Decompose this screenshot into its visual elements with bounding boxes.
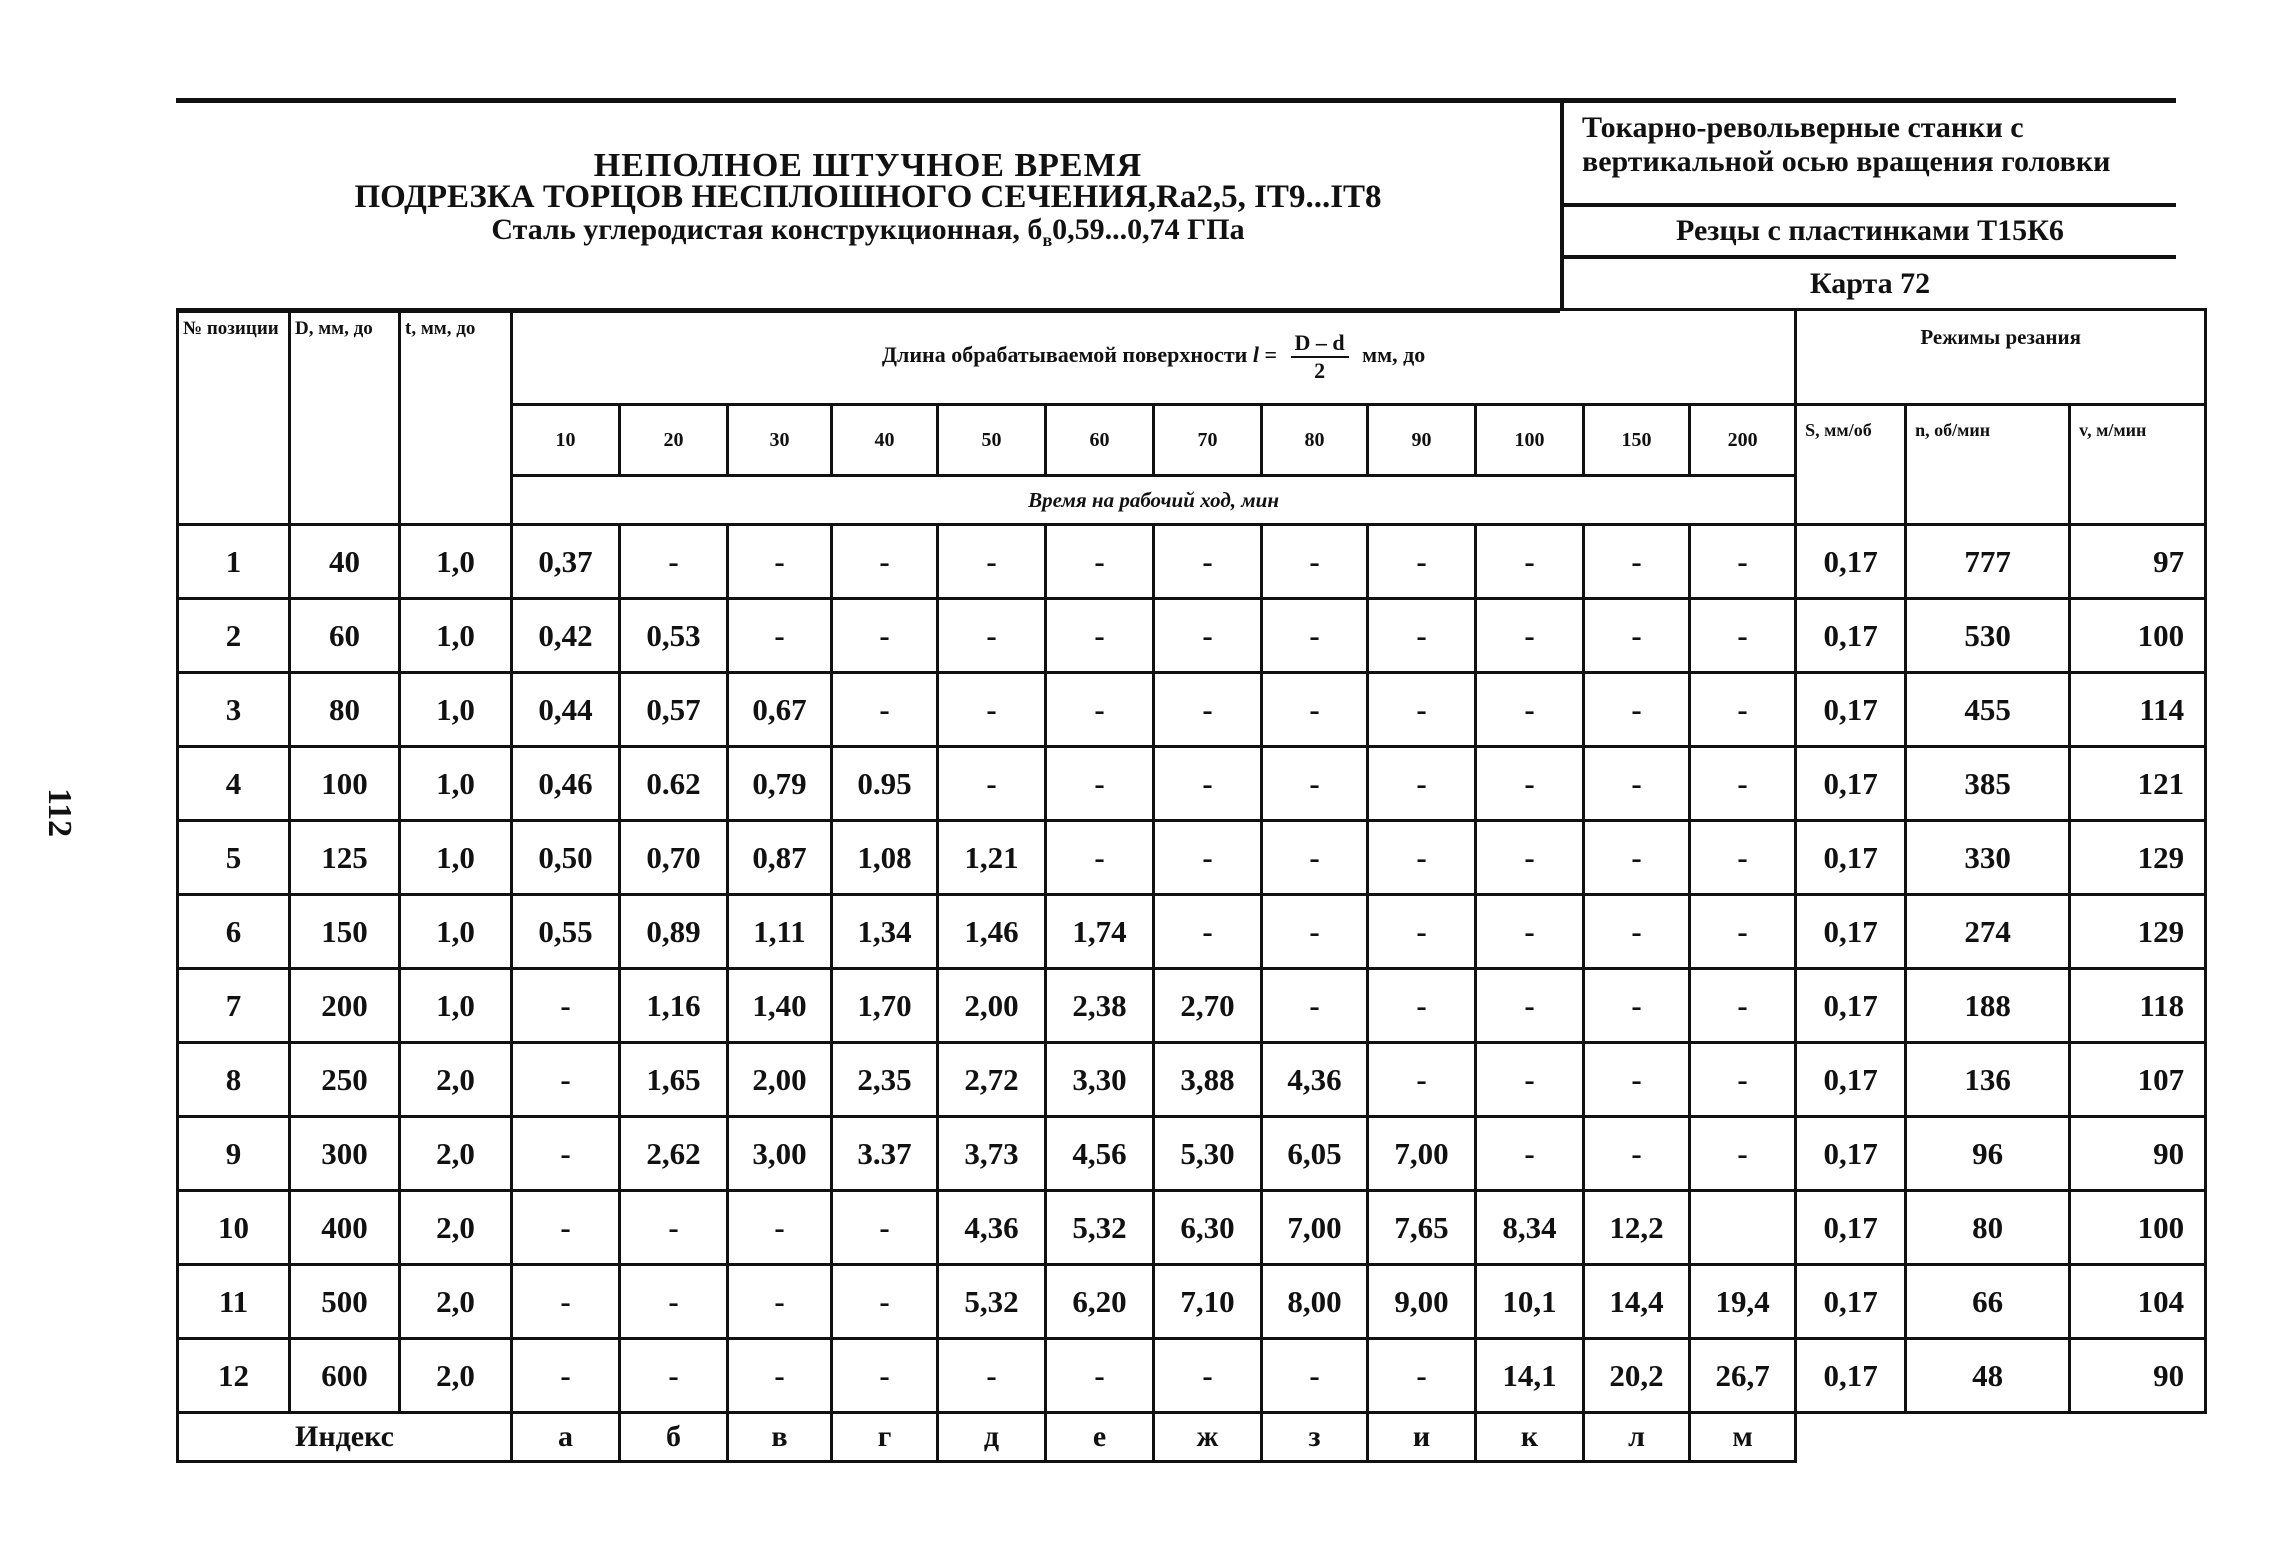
time-cell: - (1690, 821, 1796, 895)
time-cell: 0,79 (728, 747, 832, 821)
time-cell: - (1690, 1117, 1796, 1191)
time-cell: 4,36 (938, 1191, 1046, 1265)
length-column-header: 150 (1584, 405, 1690, 476)
material-range: 0,59...0,74 ГПа (1052, 213, 1245, 246)
speed-mpm-cell: 114 (2070, 673, 2206, 747)
time-cell: - (512, 1117, 620, 1191)
speed-mpm-cell: 90 (2070, 1117, 2206, 1191)
speed-rpm-cell: 136 (1906, 1043, 2070, 1117)
header-time: Время на рабочий ход, мин (512, 476, 1796, 525)
time-cell: - (1690, 673, 1796, 747)
speed-mpm-cell: 90 (2070, 1339, 2206, 1413)
time-cell: - (1584, 673, 1690, 747)
diameter-cell: 150 (290, 895, 400, 969)
speed-rpm-cell: 66 (1906, 1265, 2070, 1339)
time-cell: - (620, 1191, 728, 1265)
length-column-header: 100 (1476, 405, 1584, 476)
index-letter: з (1262, 1413, 1368, 1462)
diameter-cell: 250 (290, 1043, 400, 1117)
length-column-header: 20 (620, 405, 728, 476)
index-label: Индекс (178, 1413, 512, 1462)
position-cell: 11 (178, 1265, 290, 1339)
diameter-cell: 400 (290, 1191, 400, 1265)
time-cell: 3,00 (728, 1117, 832, 1191)
speed-rpm-cell: 274 (1906, 895, 2070, 969)
time-cell: 14,4 (1584, 1265, 1690, 1339)
time-cell: - (1476, 525, 1584, 599)
time-cell: - (1476, 1117, 1584, 1191)
time-cell: - (1046, 525, 1154, 599)
speed-mpm-cell: 100 (2070, 1191, 2206, 1265)
header-speed-rpm: n, об/мин (1906, 405, 2070, 525)
index-letter: д (938, 1413, 1046, 1462)
time-cell: - (1262, 1339, 1368, 1413)
time-cell: 1,65 (620, 1043, 728, 1117)
length-column-header: 90 (1368, 405, 1476, 476)
time-cell: - (1476, 969, 1584, 1043)
time-cell: 7,00 (1262, 1191, 1368, 1265)
diameter-cell: 80 (290, 673, 400, 747)
time-cell: - (1584, 747, 1690, 821)
time-cell: 12,2 (1584, 1191, 1690, 1265)
speed-mpm-cell: 129 (2070, 821, 2206, 895)
depth-cell: 2,0 (400, 1117, 512, 1191)
material-text: Сталь углеродистая конструкционная, б (491, 213, 1043, 246)
index-letter: е (1046, 1413, 1154, 1462)
time-cell: 4,36 (1262, 1043, 1368, 1117)
time-cell: - (1584, 969, 1690, 1043)
speed-mpm-cell: 100 (2070, 599, 2206, 673)
time-cell: - (938, 673, 1046, 747)
position-cell: 1 (178, 525, 290, 599)
header-depth: t, мм, до (400, 310, 512, 525)
index-letter: г (832, 1413, 938, 1462)
time-cell: - (1368, 969, 1476, 1043)
feed-cell: 0,17 (1796, 747, 1906, 821)
time-cell: 3,30 (1046, 1043, 1154, 1117)
speed-rpm-cell: 530 (1906, 599, 2070, 673)
time-cell: - (512, 1339, 620, 1413)
time-cell: 4,56 (1046, 1117, 1154, 1191)
speed-mpm-cell: 104 (2070, 1265, 2206, 1339)
depth-cell: 2,0 (400, 1043, 512, 1117)
speed-rpm-cell: 330 (1906, 821, 2070, 895)
time-cell: - (1262, 821, 1368, 895)
speed-mpm-cell: 121 (2070, 747, 2206, 821)
time-cell: - (1154, 673, 1262, 747)
time-cell: 0.95 (832, 747, 938, 821)
length-column-header: 40 (832, 405, 938, 476)
header-length (512, 310, 1796, 405)
time-cell: 7,00 (1368, 1117, 1476, 1191)
time-cell: - (1262, 599, 1368, 673)
feed-cell: 0,17 (1796, 969, 1906, 1043)
time-cell: - (1584, 525, 1690, 599)
time-cell: - (1368, 1043, 1476, 1117)
time-cell: 0,55 (512, 895, 620, 969)
time-cell: - (1690, 1043, 1796, 1117)
time-cell: 5,32 (1046, 1191, 1154, 1265)
feed-cell: 0,17 (1796, 1265, 1906, 1339)
time-cell: 14,1 (1476, 1339, 1584, 1413)
time-cell: 3.37 (832, 1117, 938, 1191)
speed-rpm-cell: 455 (1906, 673, 2070, 747)
time-cell: 1,08 (832, 821, 938, 895)
feed-cell: 0,17 (1796, 1339, 1906, 1413)
time-cell: - (1262, 673, 1368, 747)
time-cell: 0,87 (728, 821, 832, 895)
material-subscript: в (1042, 230, 1053, 250)
position-cell: 9 (178, 1117, 290, 1191)
page-number: 112 (41, 788, 78, 838)
time-cell: - (1154, 895, 1262, 969)
time-cell: 20,2 (1584, 1339, 1690, 1413)
time-cell: - (1690, 747, 1796, 821)
feed-cell: 0,17 (1796, 599, 1906, 673)
time-cell: - (1584, 1043, 1690, 1117)
time-cell: 5,32 (938, 1265, 1046, 1339)
table-row (178, 895, 2206, 969)
time-cell: 6,20 (1046, 1265, 1154, 1339)
time-cell: 1,46 (938, 895, 1046, 969)
time-cell: - (1368, 599, 1476, 673)
length-column-header: 200 (1690, 405, 1796, 476)
time-cell: 1,40 (728, 969, 832, 1043)
depth-cell: 2,0 (400, 1339, 512, 1413)
length-symbol: l (1252, 342, 1259, 368)
diameter-cell: 40 (290, 525, 400, 599)
depth-cell: 1,0 (400, 821, 512, 895)
speed-rpm-cell: 777 (1906, 525, 2070, 599)
time-cell: 2,70 (1154, 969, 1262, 1043)
feed-cell: 0,17 (1796, 821, 1906, 895)
time-cell: - (1046, 821, 1154, 895)
time-cell: - (1584, 1117, 1690, 1191)
time-cell: 2,00 (728, 1043, 832, 1117)
table-row (178, 1043, 2206, 1117)
time-cell: 2,62 (620, 1117, 728, 1191)
length-column-header: 30 (728, 405, 832, 476)
time-cell: 0,37 (512, 525, 620, 599)
time-cell: 0,70 (620, 821, 728, 895)
time-cell: - (1154, 747, 1262, 821)
title-line-1: НЕПОЛНОЕ ШТУЧНОЕ ВРЕМЯ (593, 147, 1143, 184)
time-cell: - (1262, 525, 1368, 599)
position-cell: 8 (178, 1043, 290, 1117)
feed-cell: 0,17 (1796, 1191, 1906, 1265)
time-cell: 8,00 (1262, 1265, 1368, 1339)
time-cell: 0,42 (512, 599, 620, 673)
speed-rpm-cell: 96 (1906, 1117, 2070, 1191)
speed-mpm-cell: 97 (2070, 525, 2206, 599)
time-cell: 0,46 (512, 747, 620, 821)
time-cell: 0,53 (620, 599, 728, 673)
time-cell: - (938, 525, 1046, 599)
time-cell: 1,11 (728, 895, 832, 969)
diameter-cell: 300 (290, 1117, 400, 1191)
time-cell: - (1046, 673, 1154, 747)
index-blank (1796, 1413, 2206, 1462)
table-row (178, 1117, 2206, 1191)
time-cell: - (1154, 821, 1262, 895)
time-cell: - (620, 1265, 728, 1339)
time-cell: - (1262, 747, 1368, 821)
feed-cell: 0,17 (1796, 525, 1906, 599)
position-cell: 12 (178, 1339, 290, 1413)
feed-cell: 0,17 (1796, 1043, 1906, 1117)
time-cell: - (1262, 969, 1368, 1043)
time-cell: - (1154, 599, 1262, 673)
time-cell: - (620, 1339, 728, 1413)
time-cell: - (1690, 525, 1796, 599)
time-cell: - (938, 599, 1046, 673)
diameter-cell: 100 (290, 747, 400, 821)
tool-type: Резцы с пластинками Т15К6 (1564, 207, 2176, 259)
time-cell: - (832, 1191, 938, 1265)
speed-rpm-cell: 385 (1906, 747, 2070, 821)
time-cell: 1,34 (832, 895, 938, 969)
time-cell: 5,30 (1154, 1117, 1262, 1191)
length-equals: = (1264, 342, 1278, 368)
index-letter: м (1690, 1413, 1796, 1462)
time-cell: - (1154, 1339, 1262, 1413)
time-cell: - (938, 747, 1046, 821)
feed-cell: 0,17 (1796, 895, 1906, 969)
length-column-header: 60 (1046, 405, 1154, 476)
time-cell: - (1368, 821, 1476, 895)
position-cell: 3 (178, 673, 290, 747)
time-cell: - (512, 1191, 620, 1265)
time-cell: - (728, 1191, 832, 1265)
time-cell: 10,1 (1476, 1265, 1584, 1339)
length-column-header: 50 (938, 405, 1046, 476)
time-cell: - (1368, 525, 1476, 599)
time-cell: - (1368, 747, 1476, 821)
time-cell: 7,10 (1154, 1265, 1262, 1339)
time-cell: - (728, 1265, 832, 1339)
depth-cell: 1,0 (400, 747, 512, 821)
depth-cell: 2,0 (400, 1191, 512, 1265)
length-formula (1291, 330, 1349, 384)
time-cell: - (1476, 673, 1584, 747)
position-cell: 6 (178, 895, 290, 969)
speed-rpm-cell: 80 (1906, 1191, 2070, 1265)
length-column-header: 70 (1154, 405, 1262, 476)
depth-cell: 1,0 (400, 525, 512, 599)
time-cell: 26,7 (1690, 1339, 1796, 1413)
time-cell: 2,72 (938, 1043, 1046, 1117)
time-cell: 3,88 (1154, 1043, 1262, 1117)
table-row (178, 525, 2206, 599)
table-row (178, 599, 2206, 673)
time-cell: - (1476, 599, 1584, 673)
time-cell: 19,4 (1690, 1265, 1796, 1339)
length-caption-text: Длина обрабатываемой поверхности (881, 342, 1248, 368)
title-block (176, 98, 1560, 313)
time-cell: - (1368, 1339, 1476, 1413)
speed-mpm-cell: 129 (2070, 895, 2206, 969)
header-feed: S, мм/об (1796, 405, 1906, 525)
diameter-cell: 125 (290, 821, 400, 895)
position-cell: 7 (178, 969, 290, 1043)
depth-cell: 2,0 (400, 1265, 512, 1339)
time-cell: - (1262, 895, 1368, 969)
time-cell: 1,70 (832, 969, 938, 1043)
time-cell: - (512, 969, 620, 1043)
time-cell: - (1690, 895, 1796, 969)
time-cell: - (1476, 747, 1584, 821)
diameter-cell: 200 (290, 969, 400, 1043)
index-row (178, 1413, 2206, 1462)
time-cell: 0,89 (620, 895, 728, 969)
speed-mpm-cell: 118 (2070, 969, 2206, 1043)
time-cell: 9,00 (1368, 1265, 1476, 1339)
table-row (178, 969, 2206, 1043)
time-cell: 7,65 (1368, 1191, 1476, 1265)
depth-cell: 1,0 (400, 673, 512, 747)
time-cell: - (728, 1339, 832, 1413)
length-column-header: 10 (512, 405, 620, 476)
table-row (178, 747, 2206, 821)
table-row (178, 673, 2206, 747)
time-cell: - (1584, 599, 1690, 673)
time-cell: 2,00 (938, 969, 1046, 1043)
title-line-3 (176, 213, 1560, 257)
time-cell: - (832, 599, 938, 673)
time-cell: - (1690, 969, 1796, 1043)
time-cell: - (1046, 747, 1154, 821)
position-cell: 4 (178, 747, 290, 821)
depth-cell: 1,0 (400, 895, 512, 969)
formula-numerator: D – d (1291, 330, 1349, 358)
diameter-cell: 60 (290, 599, 400, 673)
depth-cell: 1,0 (400, 969, 512, 1043)
time-cell: - (1584, 895, 1690, 969)
index-letter: к (1476, 1413, 1584, 1462)
time-cell: 1,16 (620, 969, 728, 1043)
time-cell: 6,30 (1154, 1191, 1262, 1265)
time-cell: 6,05 (1262, 1117, 1368, 1191)
feed-cell: 0,17 (1796, 1117, 1906, 1191)
index-letter: ж (1154, 1413, 1262, 1462)
time-cell: - (728, 599, 832, 673)
time-cell: - (832, 673, 938, 747)
time-cell: 1,21 (938, 821, 1046, 895)
speed-rpm-cell: 188 (1906, 969, 2070, 1043)
time-cell: 1,74 (1046, 895, 1154, 969)
time-cell: - (1368, 673, 1476, 747)
machine-type: Токарно-револьверные станки с вертикальной осью вращения головки (1564, 103, 2176, 207)
speed-mpm-cell: 107 (2070, 1043, 2206, 1117)
time-cell: - (1584, 821, 1690, 895)
index-letter: а (512, 1413, 620, 1462)
time-cell: 8,34 (1476, 1191, 1584, 1265)
time-cell: 0,50 (512, 821, 620, 895)
index-letter: и (1368, 1413, 1476, 1462)
time-cell: - (832, 525, 938, 599)
time-cell: - (832, 1265, 938, 1339)
time-cell: - (1046, 1339, 1154, 1413)
index-letter: б (620, 1413, 728, 1462)
card-number: Карта 72 (1809, 267, 1931, 300)
index-letter: в (728, 1413, 832, 1462)
table-row (178, 1339, 2206, 1413)
index-letter: л (1584, 1413, 1690, 1462)
time-cell: - (1476, 821, 1584, 895)
length-column-header: 80 (1262, 405, 1368, 476)
table-row (178, 1191, 2206, 1265)
time-cell: 0,67 (728, 673, 832, 747)
time-cell: - (1476, 895, 1584, 969)
diameter-cell: 600 (290, 1339, 400, 1413)
time-cell: - (1690, 599, 1796, 673)
time-cell: 0.62 (620, 747, 728, 821)
diameter-cell: 500 (290, 1265, 400, 1339)
time-cell: - (938, 1339, 1046, 1413)
length-unit: мм, до (1362, 342, 1426, 368)
time-cell: 0,57 (620, 673, 728, 747)
time-cell: - (1368, 895, 1476, 969)
time-cell: - (1154, 525, 1262, 599)
depth-cell: 1,0 (400, 599, 512, 673)
table-row (178, 821, 2206, 895)
time-cell: 2,38 (1046, 969, 1154, 1043)
header-regimes: Режимы резания (1796, 310, 2206, 405)
header-diameter: D, мм, до (290, 310, 400, 525)
info-block (1560, 98, 2176, 309)
time-cell: - (512, 1265, 620, 1339)
time-cell: - (832, 1339, 938, 1413)
position-cell: 2 (178, 599, 290, 673)
title-line-2: ПОДРЕЗКА ТОРЦОВ НЕСПЛОШНОГО СЕЧЕНИЯ,Ra2,5, IT9...IT8 (354, 179, 1382, 215)
time-cell: - (1046, 599, 1154, 673)
time-cell: - (512, 1043, 620, 1117)
feed-cell: 0,17 (1796, 673, 1906, 747)
table-row (178, 1265, 2206, 1339)
time-cell: - (1476, 1043, 1584, 1117)
speed-rpm-cell: 48 (1906, 1339, 2070, 1413)
header-position: № позиции (178, 310, 290, 525)
time-cell: - (620, 525, 728, 599)
time-cell (1690, 1191, 1796, 1265)
time-cell: 2,35 (832, 1043, 938, 1117)
position-cell: 10 (178, 1191, 290, 1265)
time-cell: - (728, 525, 832, 599)
time-cell: 0,44 (512, 673, 620, 747)
time-cell: 3,73 (938, 1117, 1046, 1191)
header-speed-mpm: v, м/мин (2070, 405, 2206, 525)
position-cell: 5 (178, 821, 290, 895)
time-table (176, 308, 2207, 1463)
formula-denominator: 2 (1314, 358, 1326, 383)
